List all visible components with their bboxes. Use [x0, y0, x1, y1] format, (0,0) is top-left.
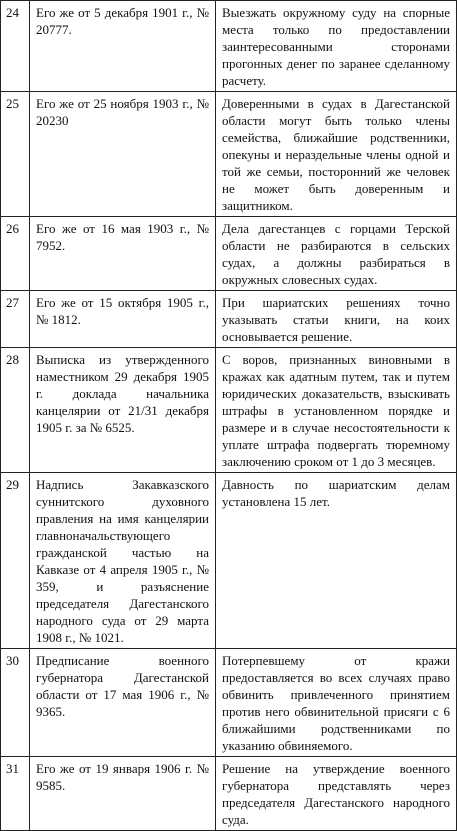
ruling-text: Давность по шариатским делам установлена 15 лет. — [216, 473, 457, 649]
row-number: 27 — [1, 291, 30, 348]
source-reference: Предписание военного губернатора Дагестанской области от 17 мая 1906 г., № 9365. — [30, 649, 216, 757]
table-row — [1, 649, 457, 757]
source-reference: Его же от 25 ноября 1903 г., № 20230 — [30, 92, 216, 217]
row-number: 24 — [1, 1, 30, 92]
source-reference: Надпись Закавказского суннитского духовного правления на имя канцелярии главноначальствующего гражданской частью на Кавказе от 4 апреля 1905 г., № 359, и разъяснение председателя Дагестанского народного суда от 29 марта 1908 г., № 1021. — [30, 473, 216, 649]
source-reference: Его же от 16 мая 1903 г., № 7952. — [30, 217, 216, 291]
table-row — [1, 217, 457, 291]
source-reference: Его же от 5 декабря 1901 г., № 20777. — [30, 1, 216, 92]
ruling-text: Дела дагестанцев с горцами Терской области не разбираются в сельских судах, а должны разбираться в окружных словесных судах. — [216, 217, 457, 291]
table-row — [1, 473, 457, 649]
table-row — [1, 291, 457, 348]
table-row — [1, 1, 457, 92]
table-row — [1, 757, 457, 831]
ruling-text: Решение на утверждение военного губернатора представлять через председателя Дагестанского народного суда. — [216, 757, 457, 831]
source-reference: Его же от 19 января 1906 г. № 9585. — [30, 757, 216, 831]
row-number: 31 — [1, 757, 30, 831]
row-number: 25 — [1, 92, 30, 217]
row-number: 29 — [1, 473, 30, 649]
row-number: 28 — [1, 348, 30, 473]
ruling-text: Доверенными в судах в Дагестанской области могут быть только члены семейства, ближайшие родственники, опекуны и нераздельные члены одной и той же семьи, посторонний же человек не может быть доверенным и защитником. — [216, 92, 457, 217]
table-row — [1, 348, 457, 473]
row-number: 30 — [1, 649, 30, 757]
source-reference: Его же от 15 октября 1905 г., № 1812. — [30, 291, 216, 348]
ruling-text: Потерпевшему от кражи предоставляется во всех случаях право обвинить привлеченного принятием против него обвинительной присяги с 6 ближайшими родственниками по указанию обвиняемого. — [216, 649, 457, 757]
ruling-text: С воров, признанных виновными в кражах как адатным путем, так и путем юридических доказательств, взыскивать штрафы в установленном порядке и размере и в случае несостоятельности к уплате штрафа подвергать тюремному заключению сроком от 1 до 3 месяцев. — [216, 348, 457, 473]
ruling-text: Выезжать окружному суду на спорные места только по предоставлении заинтересованными сторонами прогонных денег по заранее сделанному расчету. — [216, 1, 457, 92]
source-reference: Выписка из утвержденного наместником 29 декабря 1905 г. доклада начальника канцелярии от 21/31 декабря 1905 г. за № 6525. — [30, 348, 216, 473]
table-row — [1, 92, 457, 217]
ruling-text: При шариатских решениях точно указывать статьи книги, на коих основывается решение. — [216, 291, 457, 348]
row-number: 26 — [1, 217, 30, 291]
